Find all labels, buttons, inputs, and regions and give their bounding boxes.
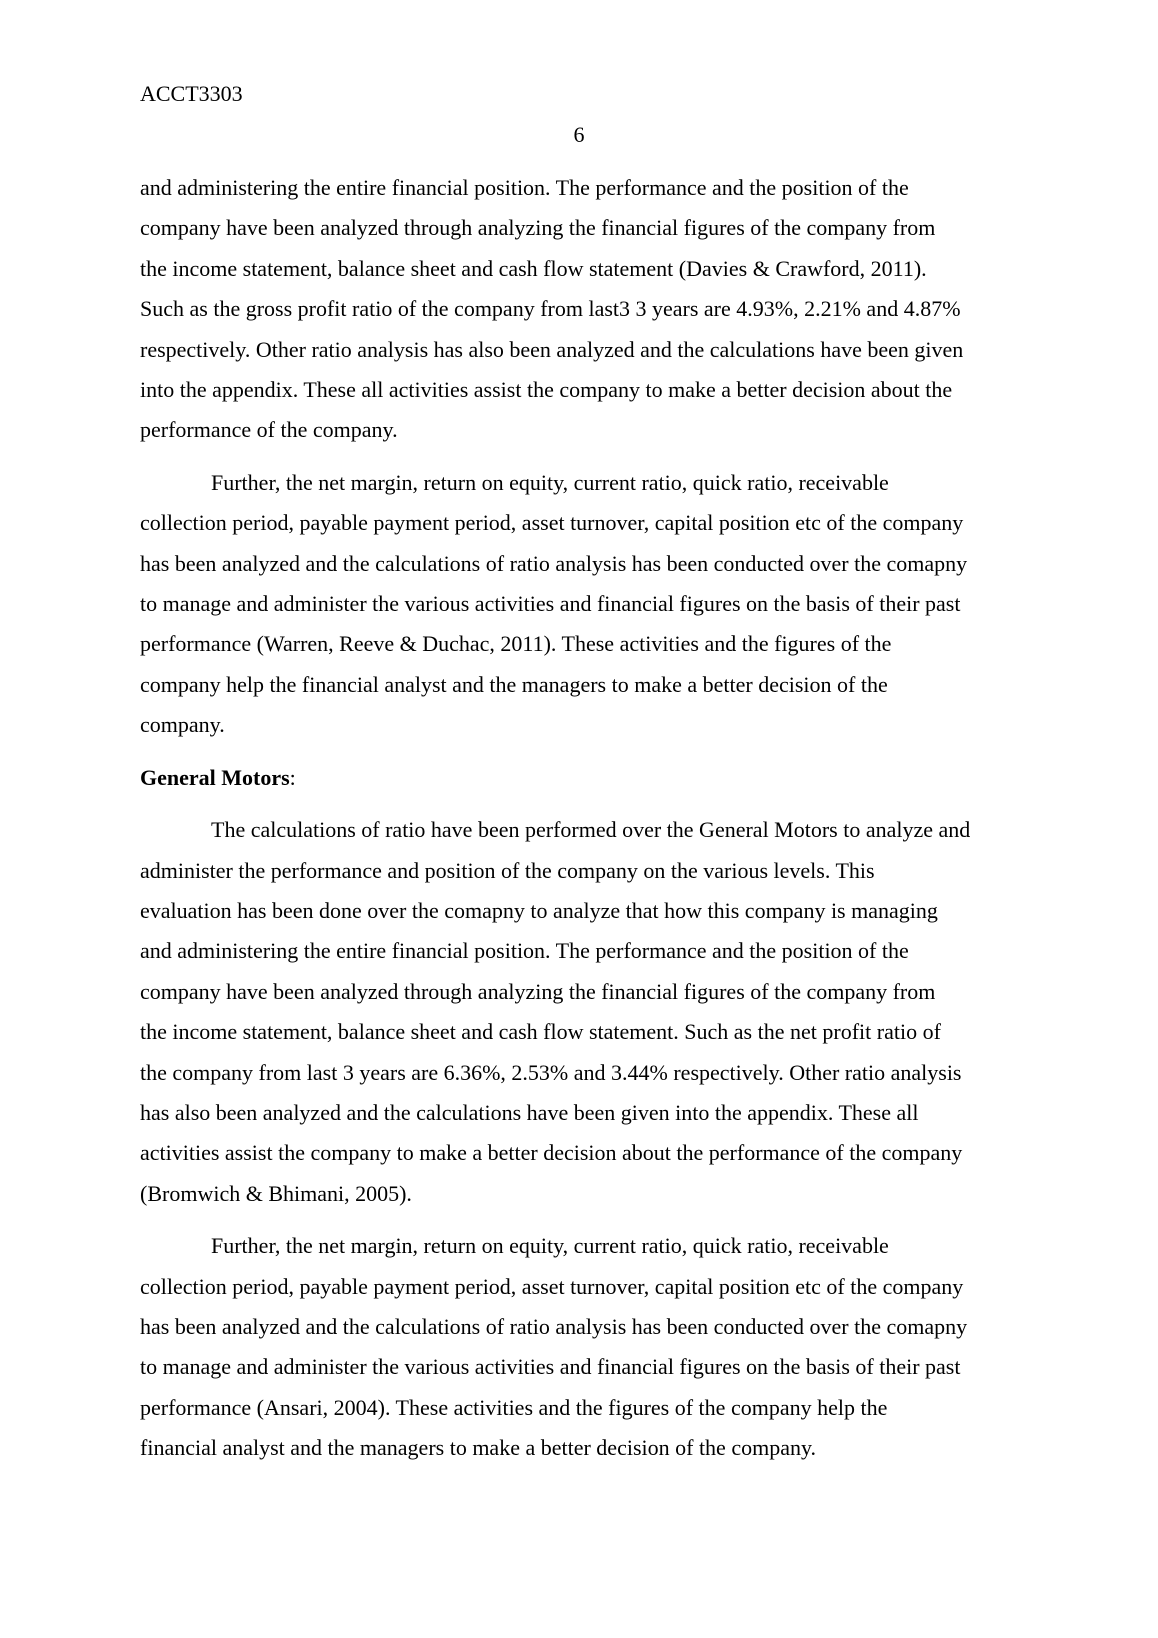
paragraph-line: Further, the net margin, return on equity, current ratio, quick ratio, receivable xyxy=(211,469,889,495)
paragraph-line: performance of the company. xyxy=(140,417,398,443)
page-number: 6 xyxy=(573,122,585,147)
paragraph-line: to manage and administer the various activities and financial figures on the basis of their past xyxy=(140,1354,961,1380)
section-heading-title: General Motors xyxy=(140,764,290,790)
paragraph-line: performance (Warren, Reeve & Duchac, 2011). These activities and the figures of the xyxy=(140,631,892,657)
section-heading-suffix: : xyxy=(289,764,296,790)
paragraph-line: company have been analyzed through analyzing the financial figures of the company from xyxy=(140,978,936,1004)
paragraph-line: (Bromwich & Bhimani, 2005). xyxy=(140,1180,412,1206)
paragraph-line: the income statement, balance sheet and cash flow statement. Such as the net profit ratio of xyxy=(140,1019,941,1045)
paragraph-line: the income statement, balance sheet and cash flow statement (Davies & Crawford, 2011). xyxy=(140,255,927,281)
paragraph-line: company have been analyzed through analyzing the financial figures of the company from xyxy=(140,215,936,241)
paragraph-line: and administering the entire financial position. The performance and the position of the xyxy=(140,175,909,200)
paragraph-line: company. xyxy=(140,712,225,738)
paragraph-line: evaluation has been done over the comapny to analyze that how this company is managing xyxy=(140,897,938,923)
section-heading xyxy=(140,758,1025,798)
paragraph-line: performance (Ansari, 2004). These activities and the figures of the company help the xyxy=(140,1394,888,1420)
paragraph-line: collection period, payable payment period, asset turnover, capital position etc of the company xyxy=(140,1273,964,1299)
paragraph-line: respectively. Other ratio analysis has also been analyzed and the calculations have been given xyxy=(140,336,964,362)
paragraph-2 xyxy=(140,463,1025,746)
paragraph-line: has been analyzed and the calculations of ratio analysis has been conducted over the comapny xyxy=(140,1313,968,1339)
paragraph-3 xyxy=(140,810,1025,1214)
paragraph-line: has also been analyzed and the calculations have been given into the appendix. These all xyxy=(140,1099,919,1125)
paragraph-line: Such as the gross profit ratio of the company from last3 3 years are 4.93%, 2.21% and 4.87% xyxy=(140,296,961,322)
paragraph-line: the company from last 3 years are 6.36%, 2.53% and 3.44% respectively. Other ratio analysis xyxy=(140,1059,962,1085)
running-head: ACCT3303 xyxy=(140,81,243,106)
body-text xyxy=(140,168,1025,1481)
paragraph-line: activities assist the company to make a better decision about the performance of the company xyxy=(140,1140,963,1166)
paragraph-line: administer the performance and position of the company on the various levels. This xyxy=(140,857,875,883)
paragraph-line: into the appendix. These all activities assist the company to make a better decision about the xyxy=(140,377,953,403)
paragraph-line: The calculations of ratio have been performed over the General Motors to analyze and xyxy=(211,817,971,843)
paragraph-line: Further, the net margin, return on equity, current ratio, quick ratio, receivable xyxy=(211,1233,889,1259)
paragraph-line: financial analyst and the managers to make a better decision of the company. xyxy=(140,1435,817,1461)
paragraph-line: has been analyzed and the calculations of ratio analysis has been conducted over the comapny xyxy=(140,550,968,576)
paragraph-1 xyxy=(140,168,1025,451)
paragraph-line: and administering the entire financial position. The performance and the position of the xyxy=(140,938,909,964)
paragraph-line: collection period, payable payment period, asset turnover, capital position etc of the company xyxy=(140,510,964,536)
paragraph-line: to manage and administer the various activities and financial figures on the basis of their past xyxy=(140,591,961,617)
paragraph-4 xyxy=(140,1226,1025,1468)
paragraph-line: company help the financial analyst and the managers to make a better decision of the xyxy=(140,671,888,697)
